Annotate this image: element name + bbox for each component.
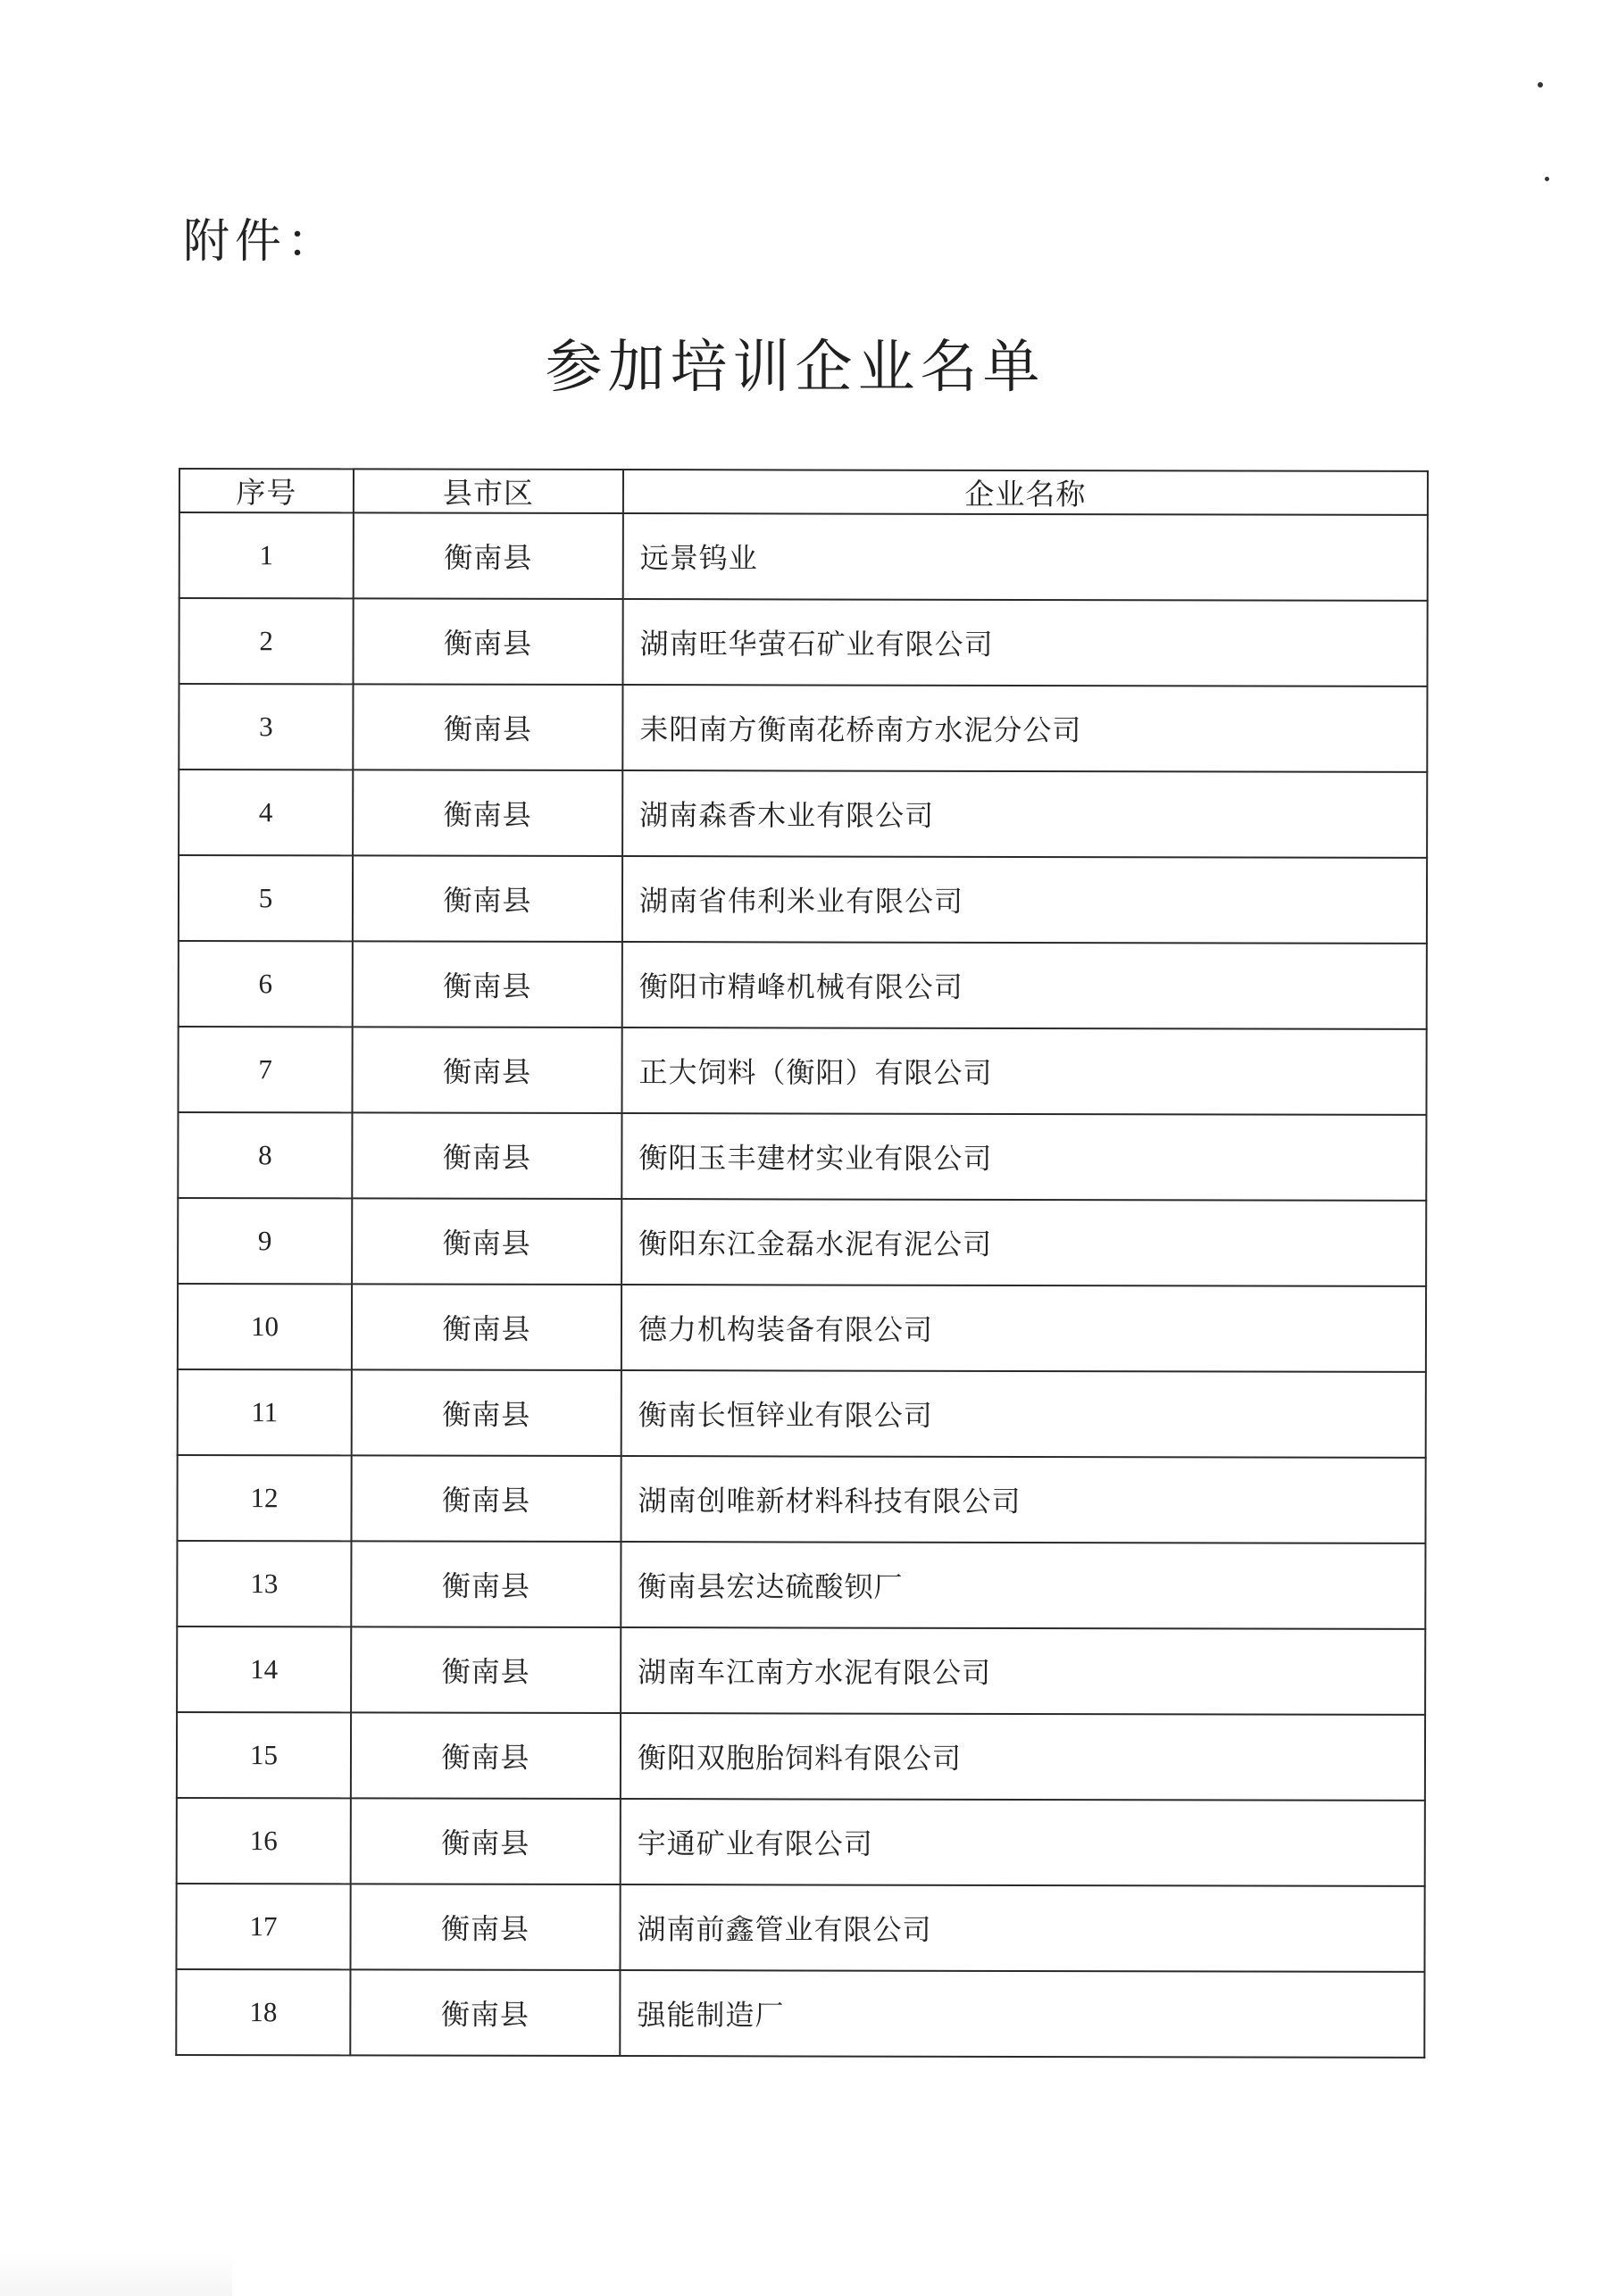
serial-number-cell: 1 [179,512,354,598]
company-name-cell: 衡阳市精峰机械有限公司 [622,942,1427,1029]
company-name-cell: 湖南旺华萤石矿业有限公司 [622,599,1427,686]
table-row [178,1284,1426,1372]
company-name-cell: 衡阳东江金磊水泥有泥公司 [621,1199,1426,1286]
table-row [178,1369,1426,1458]
company-name-cell: 衡南长恒锌业有限公司 [621,1370,1426,1458]
county-cell: 衡南县 [353,684,622,770]
serial-number-cell: 11 [178,1369,352,1455]
company-name-cell: 衡阳双胞胎饲料有限公司 [621,1713,1425,1801]
table-body [176,512,1428,2058]
serial-number-cell: 15 [177,1712,351,1798]
county-cell: 衡南县 [353,598,622,685]
county-cell: 衡南县 [350,1969,620,2056]
serial-number-cell: 13 [177,1541,351,1626]
company-name-cell: 湖南创唯新材料科技有限公司 [621,1456,1425,1543]
company-name-cell: 耒阳南方衡南花桥南方水泥分公司 [622,685,1427,772]
serial-number-cell: 8 [178,1112,352,1198]
county-cell: 衡南县 [351,1626,621,1713]
county-cell: 衡南县 [353,769,622,856]
table-header-row [179,469,1428,515]
county-cell: 衡南县 [353,855,622,942]
county-cell: 衡南县 [352,1369,621,1456]
table-row [179,512,1428,601]
attachment-label: 附件： [183,215,339,269]
scan-smudge [0,2251,232,2296]
company-name-cell: 宇通矿业有限公司 [621,1799,1425,1886]
serial-number-cell: 7 [178,1027,352,1112]
scan-dot [1538,82,1543,87]
serial-number-cell: 12 [177,1455,351,1541]
serial-number-cell: 10 [178,1284,352,1369]
county-cell: 衡南县 [350,1884,620,1970]
company-name-cell: 湖南前鑫管业有限公司 [620,1884,1424,1972]
company-table [175,468,1429,2059]
company-name-cell: 湖南省伟利米业有限公司 [622,856,1427,944]
serial-number-cell: 17 [176,1884,350,1969]
company-table-wrapper [175,468,1429,2059]
table-row [176,1969,1424,2058]
company-name-cell: 强能制造厂 [620,1970,1424,2058]
serial-number-cell: 2 [179,598,353,684]
page-title: 参加培训企业名单 [545,335,1046,401]
table-row [178,1198,1426,1286]
county-cell: 衡南县 [354,512,623,599]
table-row [177,1798,1425,1886]
county-cell: 衡南县 [351,1798,621,1884]
county-cell: 衡南县 [352,1027,621,1113]
table-row [176,1884,1424,1972]
table-row [177,1626,1425,1715]
company-name-cell: 远景钨业 [623,513,1428,601]
company-name-cell: 湖南森香木业有限公司 [622,770,1427,858]
table-row [178,1112,1426,1201]
county-cell: 衡南县 [351,1455,621,1542]
serial-number-cell: 14 [177,1626,351,1712]
header-company-name: 企业名称 [623,470,1428,515]
serial-number-cell: 18 [176,1969,350,2055]
table-row [179,855,1427,944]
serial-number-cell: 4 [179,769,353,855]
serial-number-cell: 16 [177,1798,351,1884]
table-row [179,684,1427,772]
header-county: 县市区 [354,469,623,513]
county-cell: 衡南县 [353,941,622,1027]
company-name-cell: 衡阳玉丰建材实业有限公司 [621,1113,1426,1201]
county-cell: 衡南县 [351,1541,621,1627]
county-cell: 衡南县 [351,1712,621,1799]
serial-number-cell: 5 [179,855,353,941]
company-name-cell: 衡南县宏达硫酸钡厂 [621,1542,1425,1629]
county-cell: 衡南县 [352,1284,621,1370]
scan-dot [1545,177,1549,181]
table-row [177,1712,1425,1801]
serial-number-cell: 9 [178,1198,352,1284]
county-cell: 衡南县 [352,1112,621,1199]
table-row [179,769,1427,858]
company-name-cell: 湖南车江南方水泥有限公司 [621,1627,1425,1715]
serial-number-cell: 6 [179,941,353,1027]
county-cell: 衡南县 [352,1198,621,1285]
table-row [178,1027,1426,1115]
company-name-cell: 正大饲料（衡阳）有限公司 [621,1027,1426,1115]
table-row [177,1541,1425,1629]
company-name-cell: 德力机构装备有限公司 [621,1285,1426,1372]
table-row [179,941,1427,1029]
serial-number-cell: 3 [179,684,353,769]
table-row [177,1455,1425,1543]
header-serial-number: 序号 [179,469,354,512]
table-row [179,598,1427,686]
